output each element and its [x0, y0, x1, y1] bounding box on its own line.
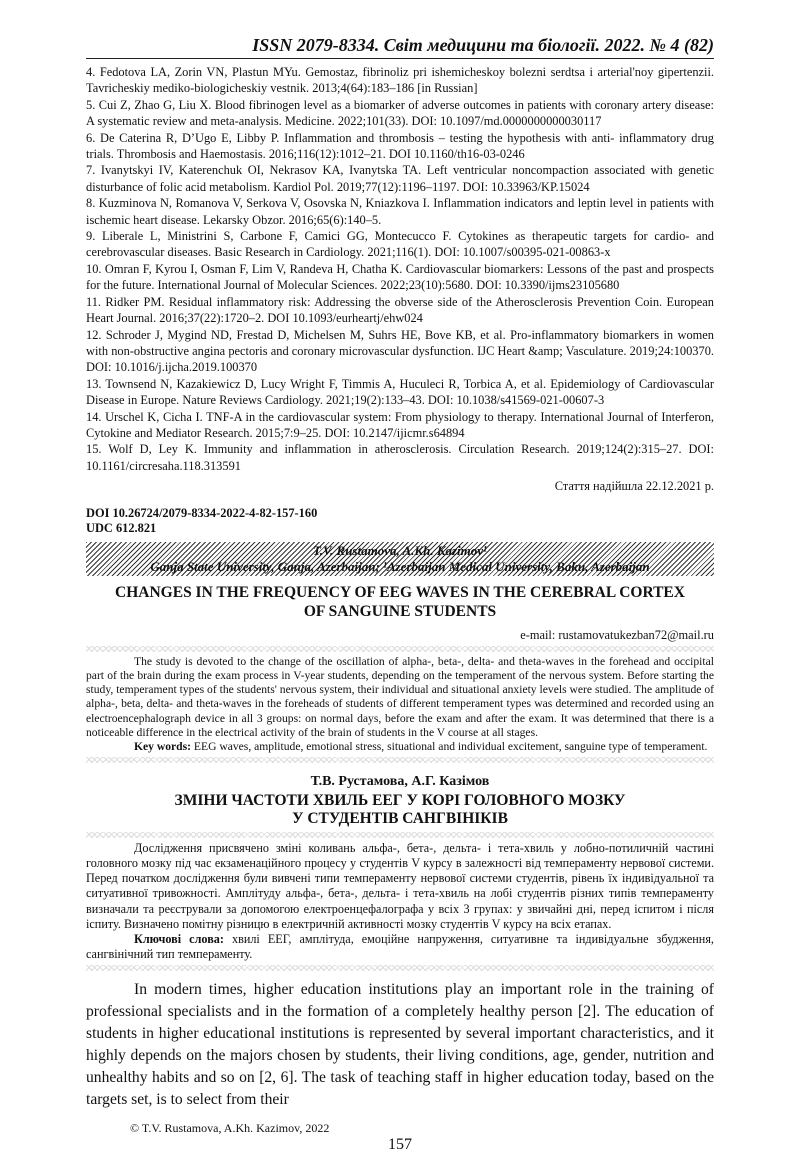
abstract-ua: [86, 841, 714, 963]
paragraph: In modern times, higher education institutions play an important role in the training of professional specialists and in the formation of a completely healthy person [2]. The education of students in higher educational institutions is represented by several important characteristics, and it highly depends on the majors chosen by students, their living conditions, age, gender, nutrition and unhealthy habits and so on [2, 6]. The task of teaching staff in higher education today, based on the targets set, is to select from their: [86, 981, 714, 1109]
title-line: OF SANGUINE STUDENTS: [303, 602, 497, 620]
abstract-text: The study is devoted to the change of the oscillation of alpha-, beta-, delta- and theta-waves in the forehead and occipital part of the brain during the exam process in V-year students, depending on the temperament of the nervous system. Before starting the study, temperament types of the students' nervous system, their individual and situational anxiety levels were studied. The amplitude of alpha-, beta, delta- and theta-waves in the foreheads of students of different temperament types was determined and recorded using an electroencephalograph device in all 3 groups: on normal days, before the exam and after the exam. It was determined that there is a noticeable difference in the electrical activity of the brain of students in the V course at all stages.: [86, 655, 714, 739]
title-line: CHANGES IN THE FREQUENCY OF EEG WAVES IN THE CEREBRAL CORTEX: [115, 584, 685, 602]
keywords: хвилі ЕЕГ, амплітуда, емоційне напруження, ситуативне та індивідуальне збудження, сангвінічний тип темпераменту.: [86, 932, 714, 962]
page-number: 157: [388, 1136, 412, 1154]
keywords-paragraph: [86, 740, 714, 754]
reference-list: [86, 64, 714, 474]
reference-item: 8. Kuzminova N, Romanova V, Serkova V, Osovska N, Kniazkova I. Inflammation indicators and leptin level in patients with ischemic heart disease. Lekarsky Obzor. 2016;65(6):140–5.: [86, 196, 714, 227]
abstract-en: [86, 655, 714, 754]
title-line: ЗМІНИ ЧАСТОТИ ХВИЛЬ ЕЕГ У КОРІ ГОЛОВНОГО МОЗКУ: [174, 791, 626, 809]
keywords-label: Key words:: [134, 739, 191, 753]
copyright: © T.V. Rustamova, A.Kh. Kazimov, 2022: [130, 1121, 330, 1136]
body-text: [86, 979, 714, 1111]
article-title-ua: [86, 792, 714, 829]
affiliation-en: Ganja State University, Ganja, Azerbaijan; ¹Azerbaijan Medical University, Baku, Azerbaijan: [150, 559, 650, 575]
reference-item: 12. Schroder J, Mygind ND, Frestad D, Michelsen M, Suhrs HE, Bove KB, et al. Pro-inflammatory biomarkers in women with non-obstructive angina pectoris and coronary microvascular dysfunction. IJC Heart &amp; Vasculature. 2019;24:100370. DOI: 10.1016/j.ijcha.2019.100370: [86, 327, 714, 375]
keywords-paragraph: [86, 932, 714, 962]
authors-band: [86, 542, 714, 576]
abstract-text: Дослідження присвячено зміні коливань альфа-, бета-, дельта- і тета-хвиль у лобно-потиличній частині головного мозку під час екзаменаційного процесу у студентів V курсу в залежності від темпераменту нервової системи. Перед початком дослідження були вивчені типи темпераменту нервової системи студентів, рівень їх індивідуальної та ситуативної тривожності. Амплітуду альфа-, бета-, дельта- і тета-хвиль на лобі студентів різних типів темпераменту визначали та реєстрували за допомогою електроенцефалографа у всіх 3 групах: у звичайні дні, перед іспитом і після іспиту. Визначено помітну різницю в електричній активності мозку студентів V курсу на всіх етапах.: [86, 840, 714, 931]
reference-item: 9. Liberale L, Ministrini S, Carbone F, Camici GG, Montecucco F. Cytokines as therapeutic targets for cardio- and cerebrovascular diseases. Basic Research in Cardiology. 2021;116(1). DOI: 10.1007/s00395-021-00863-x: [86, 229, 714, 260]
reference-item: 14. Urschel K, Cicha I. TNF-A in the cardiovascular system: From physiology to therapy. International Journal of Interferon, Cytokine and Mediator Research. 2015;7:9–25. DOI: 10.2147/ijicmr.s64894: [86, 409, 714, 440]
received-date: Стаття надійшла 22.12.2021 р.: [554, 479, 714, 494]
authors-ua: Т.В. Рустамова, А.Г. Казімов: [310, 773, 490, 789]
reference-item: 11. Ridker PM. Residual inflammatory risk: Addressing the obverse side of the Atherosclerosis Prevention Coin. European Heart Journal. 2016;37(22):1720–2. DOI 10.1093/eurheartj/ehw024: [86, 294, 714, 326]
udc: UDC 612.821: [86, 521, 157, 536]
reference-item: 7. Ivanytskyi IV, Katerenchuk OI, Nekrasov KA, Ivanytska TA. Left ventricular noncompaction associated with genetic disturbance of folic acid metabolism. Kardiol Pol. 2019;77(12):1196–1197. DOI: 10.33963/KP.15024: [86, 163, 714, 194]
divider: [86, 965, 714, 971]
keywords: EEG waves, amplitude, emotional stress, situational and individual excitement, sanguine type of temperament.: [193, 739, 708, 753]
page-column: [86, 0, 714, 1175]
divider: [86, 646, 714, 652]
reference-item: 4. Fedotova LA, Zorin VN, Plastun MYu. Gemostaz, fibrinoliz pri ishemicheskoy bolezni serdtsa i arterial'noy gipertenzii. Tavricheskiy mediko-biologicheskiy vestnik. 2013;4(64):183–186 [in Russian]: [86, 65, 714, 96]
journal-header: ISSN 2079-8334. Світ медицини та біології. 2022. № 4 (82): [252, 35, 714, 55]
reference-item: 13. Townsend N, Kazakiewicz D, Lucy Wright F, Timmis A, Huculeci R, Torbica A, et al. Epidemiology of Cardiovascular Disease in Europe. Nature Reviews Cardiology. 2021;19(2):133–43. DOI: 10.1038/s41569-021-00607-3: [86, 376, 714, 408]
authors-en: T.V. Rustamova, A.Kh. Kazimov¹: [313, 543, 487, 559]
reference-item: 6. De Caterina R, D’Ugo E, Libby P. Inflammation and thrombosis – testing the hypothesis with anti- inflammatory drug trials. Thrombosis and Haemostasis. 2016;116(12):1012–21. DOI 10.1160/th16-03-0246: [86, 130, 714, 162]
article-title-en: [86, 584, 714, 621]
doi: DOI 10.26724/2079-8334-2022-4-82-157-160: [86, 506, 318, 521]
keywords-label: Ключові слова:: [134, 932, 224, 947]
doi-block: [86, 506, 714, 536]
reference-item: 5. Cui Z, Zhao G, Liu X. Blood fibrinogen level as a biomarker of adverse outcomes in patients with coronary artery disease: A systematic review and meta-analysis. Medicine. 2022;101(33). DOI: 10.1097/md.0000000000030117: [86, 97, 714, 129]
header-rule: [86, 58, 714, 59]
email: e-mail: rustamovatukezban72@mail.ru: [520, 628, 714, 643]
divider: [86, 832, 714, 838]
reference-item: 10. Omran F, Kyrou I, Osman F, Lim V, Randeva H, Chatha K. Cardiovascular biomarkers: Lessons of the past and prospects for the future. International Journal of Molecular Sciences. 2022;23(10):5680. DOI: 10.3390/ijms23105680: [86, 261, 714, 293]
title-line: У СТУДЕНТІВ САНГВІНІКІВ: [292, 810, 508, 828]
reference-item: 15. Wolf D, Ley K. Immunity and inflammation in atherosclerosis. Circulation Research. 2019;124(2):315–27. DOI: 10.1161/circresaha.118.313591: [86, 442, 714, 473]
divider: [86, 757, 714, 763]
